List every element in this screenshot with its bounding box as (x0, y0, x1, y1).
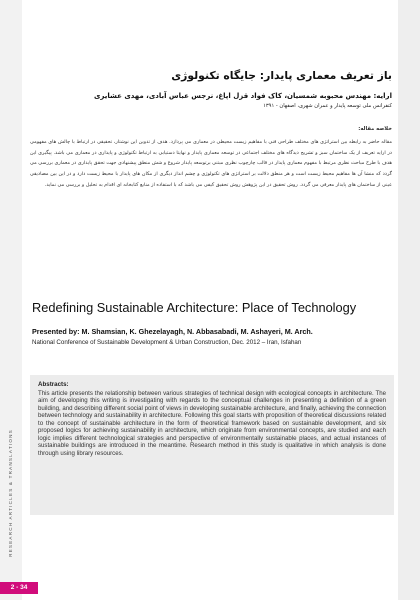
right-margin-strip (398, 0, 420, 600)
persian-abstract-text: مقاله حاضر به رابطه بین استراتژی های مختلف طراحی فنی با مفاهیم زیست محیطی در معماری می پردازد. هدف از تدوین این نوشتار، تحقیقی در ارتباط با چالش های مفهومی در ارایه تعریف از یک ساختمان سبز و تشریح دیدگاه های مختلف اجتماعی در توسعه معماری پایدار و نهایتا دستیابی به ارتباط تکنولوژی و پایداری در معماری می باشد. پیگیری این هدف با طرح مباحث نظری مرتبط با مفهوم معماری پایدار در قالب چارچوب نظری مبتنی برتوسعه پایدار شروع و شش منطق پیشنهادی جهت تحقق پایداری در معماری بررسی می گردد که منشا آن ها مفاهیم محیط زیست است و هر منطق دلالت بر استراتژی های تکنولوژی و چشم انداز دیگری از مکان های پایدار با محیط زیست دارد و در این بین مصادیقی عینی از ساختمان های پایدار معرفی می گردد. روش تحقیق در این پژوهش روش تحقیق کیفی می باشد که با استفاده از منابع کتابخانه ای اقدام به تحلیل و بررسی می نماید. (30, 139, 392, 188)
english-abstract-text: This article presents the relationship between various strategies of technical design with ecological concepts in architecture. The aim of developing this writing is investigating with regards to the conceptual challenges in presenting a definition of a green building, and describing different social point of views in developing sustainable architecture, and finally, achieving the connection between technology and sustainability in architecture. Following this goal starts with proposition of theoretical discussions related to the concept of sustainable architecture in the form of theoretical framework based on sustainable development, and six proposed logics for achieving sustainability in architecture, which originate from environmental concepts, are studied and each logic implies different technological strategies and perspective of environmentally sustainable places, and actual instances of sustainable buildings are introduced in the meantime. Research method in this study is qualitative in which analysis is done through using library resources. (38, 390, 387, 457)
english-conference: National Conference of Sustainable Development & Urban Construction, Dec. 2012 – Iran, Isfahan (32, 339, 302, 346)
english-title: Redefining Sustainable Architecture: Place of Technology (32, 300, 357, 315)
persian-conference: کنفرانس ملی توسعه پایدار و عمران شهری، اصفهان - ۱۳۹۱ (263, 103, 392, 109)
persian-section (30, 68, 392, 191)
persian-abstract-heading: خلاصه مقاله: (358, 126, 392, 132)
section-label-text: RESEARCH ARTICLES & TRANSLATIONS (8, 429, 13, 557)
page-number-badge: 2 - 34 (0, 582, 38, 594)
persian-authors: ارایه: مهندس محبوبه شمسیان، کاک فواد قزل اپاغ، نرجس عباس آبادی، مهدی عشایری (93, 92, 392, 100)
english-abstract-heading: Abstracts: (38, 381, 69, 388)
english-abstract-box (30, 375, 394, 515)
persian-title: باز تعریف معماری پایدار: جایگاه تکنولوژی (171, 69, 392, 82)
english-authors: Presented by: M. Shamsian, K. Ghezelayagh, N. Abbasabadi, M. Ashayeri, M. Arch. (32, 327, 313, 336)
section-side-label (4, 420, 18, 570)
